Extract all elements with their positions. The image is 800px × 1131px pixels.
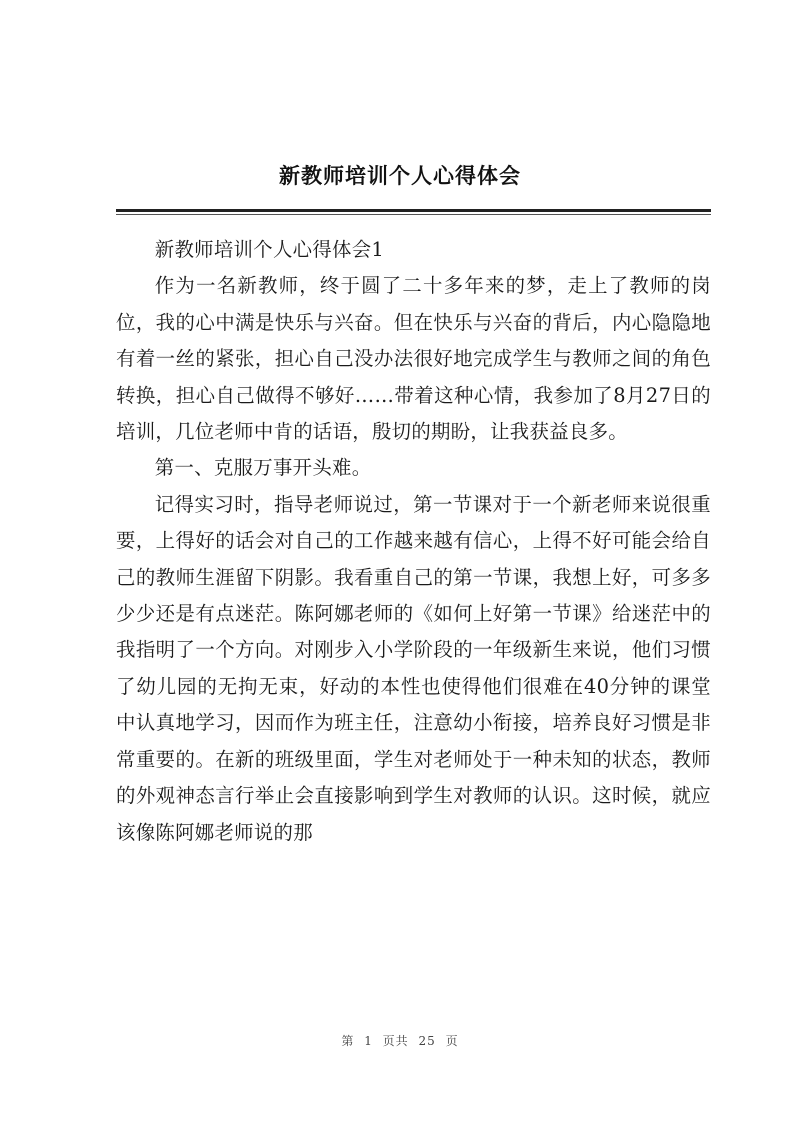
footer-total-pages: 25 [418,1034,436,1048]
paragraph: 作为一名新教师，终于圆了二十多年来的梦，走上了教师的岗位，我的心中满是快乐与兴奋。但在快乐与兴奋的背后，内心隐隐地有着一丝的紧张，担心自己没办法很好地完成学生与教师之间的角色转换，担心自己做得不够好……带着这种心情，我参加了8月27日的培训，几位老师中肯的话语，殷切的期盼，让我获益良多。 [116,274,711,444]
footer-prefix: 第 [341,1034,355,1048]
footer-suffix: 页 [445,1034,459,1048]
document-title: 新教师培训个人心得体会 [279,163,521,188]
footer-middle: 页共 [382,1034,409,1048]
footer-page-number: 1 [364,1034,373,1048]
subheading: 第一、克服万事开头难。 [154,456,372,480]
title-rule-thin [116,214,711,215]
title-rule-thick [116,209,711,212]
paragraph: 记得实习时，指导老师说过，第一节课对于一个新老师来说很重要，上得好的话会对自己的工作越来越有信心，上得不好可能会给自己的教师生涯留下阴影。我看重自己的第一节课，我想上好，可多多少少还是有点迷茫。陈阿娜老师的《如何上好第一节课》给迷茫中的我指明了一个方向。对刚步入小学阶段的一年级新生来说，他们习惯了幼儿园的无拘无束，好动的本性也使得他们很难在40分钟的课堂中认真地学习，因而作为班主任，注意幼小衔接，培养良好习惯是非常重要的。在新的班级里面，学生对老师处于一种未知的状态，教师的外观神态言行举止会直接影响到学生对教师的认识。这时候，就应该像陈阿娜老师说的那 [116,492,711,844]
section-heading: 新教师培训个人心得体会1 [154,238,385,261]
page-footer [0,1032,800,1049]
document-body [116,232,711,851]
